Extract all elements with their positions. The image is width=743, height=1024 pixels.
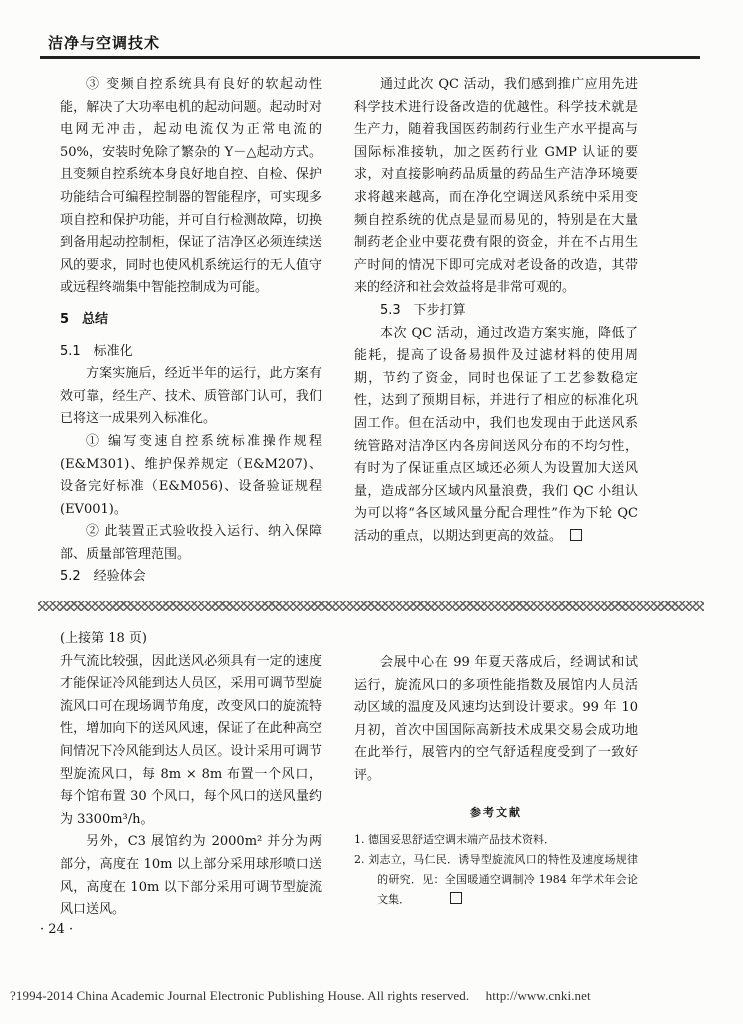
continued-note: (上接第 18 页) [60,631,147,646]
paragraph: ③ 变频自控系统具有良好的软起动性能，解决了大功率电机的起动问题。起动时对电网无冲击，起动电流仅为正常电流的50%，安装时免除了繁杂的 Y－△起动方式。且变频自控系统本身良好地自控、自检、保护功能结合可编程控制器的智能程序，可实现多项自控和保护功能，并可自行检测故障，切换到备用起动控制柜，保证了洁净区必须连续送风的要求，同时也使风机系统运行的无人值守或远程终端集中智能控制成为可能。 [60,77,322,296]
section-divider [38,601,704,611]
bottom-left-column [60,628,322,922]
paragraph: ② 此装置正式验收投入运行、纳入保障部、质量部管理范围。 [60,524,322,562]
paragraph: 会展中心在 99 年夏天落成后，经调试和试运行，旋流风口的多项性能指数及展馆内人员活动区域的温度及风速均达到设计要求。99 年 10 月初，首次中国国际高新技术成果交易会成功地在此举行，展管内的空气舒适程度受到了一致好评。 [354,655,638,783]
reference-text: 2. 刘志立，马仁民．诱导型旋流风口的特性及速度场规律的研究．见：全国暖通空调制冷 1984 年学术年会论文集． [354,853,638,907]
paragraph: 方案实施后，经近半年的运行，此方案有效可靠，经生产、技术、质管部门认可，我们已将这一成果列入标准化。 [60,366,322,427]
page-number: · 24 · [40,922,74,937]
bottom-right-column [354,652,638,910]
paragraph [354,323,638,549]
top-right-column [354,74,638,548]
journal-header [40,30,700,59]
top-left-column [60,74,322,589]
paragraph: 通过此次 QC 活动，我们感到推广应用先进科学技术进行设备改造的优越性。科学技术就是生产力，随着我国医药制药行业生产水平提高与国际标准接轨，加之医药行业 GMP 认证的要求，对直接影响药品质量的药品生产洁净环境要求将越来越高，而在净化空调送风系统中采用变频自控系统的优点是显而易见的，特别是在大量制药老企业中要花费有限的资金，并在不占用生产时间的情况下即可完成对老设备的改造，其带来的经济和社会效益将是非常可观的。 [354,77,638,296]
copyright-footer: ?1994-2014 China Academic Journal Electronic Publishing House. All rights reserved. http://www.cnki.net [10,988,591,1003]
reference-item [354,850,638,910]
journal-title: 洁净与空调技术 [48,34,161,52]
section-heading: 5 总结 [60,311,109,327]
paragraph-text: 本次 QC 活动，通过改造方案实施，降低了能耗，提高了设备易损件及过滤材料的使用周期，节约了资金，同时也保证了工艺参数稳定性，达到了预期目标，并进行了相应的标准化巩固工作。但在活动中，我们也发现由于此送风系统管路对洁净区内各房间送风分布的不均匀性，有时为了保证重点区域还必须人为设置加大送风量，造成部分区域内风量浪费，我们 QC 小组认为可以将“各区域风量分配合理性”作为下轮 QC 活动的重点，以期达到更高的效益。 [354,325,638,544]
subsection-heading: 5.3 下步打算 [380,302,466,318]
subsection-heading: 5.2 经验体会 [60,569,146,585]
subsection-heading: 5.1 标准化 [60,343,133,359]
end-mark-icon [450,892,462,904]
reference-item: 1. 德国妥思舒适空调末端产品技术资料． [354,833,555,847]
paragraph: 升气流比较强，因此送风必须具有一定的速度才能保证冷风能到达人员区，采用可调节型旋流风口可在现场调节角度，改变风口的旋流特性，增加向下的送风风速，保证了在此种高空间情况下冷风能到达人员区。设计采用可调节型旋流风口，每 8m × 8m 布置一个风口，每个馆布置 30 个风口，每个风口的送风量约为 3300m³/h。 [60,653,322,827]
paragraph: ① 编写变速自控系统标准操作规程(E&M301)、维护保养规定（E&M207)、设备完好标准（E&M056)、设备验证规程(EV001)。 [60,433,322,517]
references-heading: 参考文献 [470,805,522,819]
end-mark-icon [570,529,582,541]
paragraph: 另外，C3 展馆约为 2000m² 并分为两部分，高度在 10m 以上部分采用球形喷口送风，高度在 10m 以下部分采用可调节型旋流风口送风。 [60,834,322,918]
